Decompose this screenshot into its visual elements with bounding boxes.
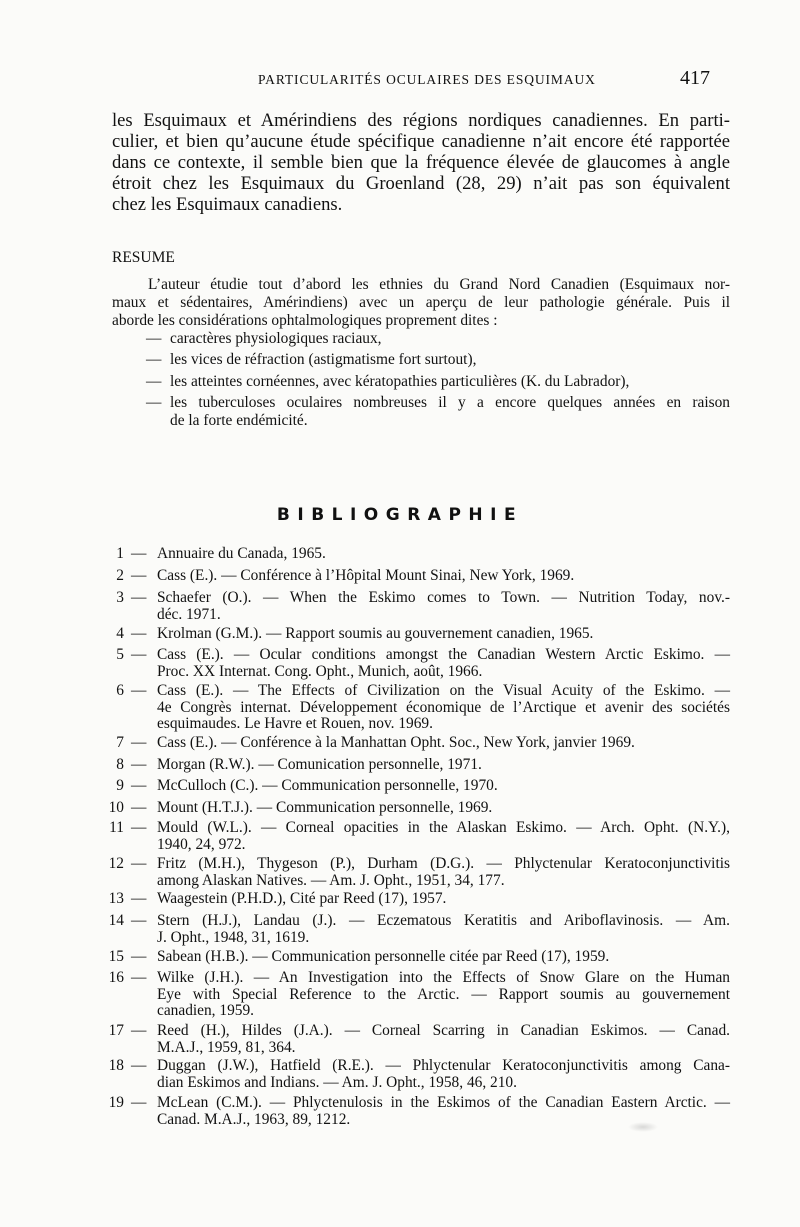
entry-text: déc. 1971.: [157, 605, 221, 623]
entry-number: 8: [116, 756, 124, 773]
paper-smudge: [628, 1122, 658, 1132]
paragraph-line: L’auteur étudie tout d’abord les ethnies du Grand Nord Canadien (Esquimaux nor-: [148, 276, 730, 293]
dash: —: [131, 545, 147, 562]
entry-text: Sabean (H.B.). — Communication personnelle citée par Reed (17), 1959.: [157, 948, 610, 965]
list-item-text: les tuberculoses oculaires nombreuses il y a encore quelques années en raison: [170, 394, 730, 411]
entry-text: Cass (E.). — Conférence à l’Hôpital Mount Sinai, New York, 1969.: [157, 567, 575, 584]
entry-number: 13: [108, 890, 124, 907]
entry-text: Wilke (J.H.). — An Investigation into the Effects of Snow Glare on the Human: [157, 969, 730, 986]
entry-number: 16: [108, 969, 124, 986]
entry-text: Eye with Special Reference to the Arctic. — Rapport soumis au gouvernement: [157, 985, 730, 1003]
intro-paragraph: [112, 110, 730, 215]
entry-text: Mould (W.L.). — Corneal opacities in the Alaskan Eskimo. — Arch. Opht. (N.Y.),: [157, 819, 730, 836]
entry-text: dian Eskimos and Indians. — Am. J. Opht., 1958, 46, 210.: [157, 1073, 517, 1091]
entry-number: 15: [108, 948, 124, 965]
entry-number: 9: [116, 777, 124, 794]
dash: —: [131, 819, 147, 836]
entry-text: canadien, 1959.: [157, 1002, 255, 1019]
entry-number: 14: [108, 912, 124, 929]
dash: —: [131, 756, 147, 773]
paragraph-line: étroit chez les Esquimaux du Groenland (28, 29) n’ait pas son équivalent: [112, 173, 730, 194]
entry-text: Fritz (M.H.), Thygeson (P.), Durham (D.G.). — Phlyctenular Keratoconjunctivitis: [157, 855, 730, 872]
paragraph-line: les Esquimaux et Amérindiens des régions nordiques canadiennes. En parti-: [112, 110, 730, 131]
entry-text: Annuaire du Canada, 1965.: [157, 545, 326, 562]
dash: —: [131, 799, 147, 816]
resume-paragraph: [112, 276, 730, 330]
running-title: PARTICULARITÉS OCULAIRES DES ESQUIMAUX: [258, 72, 596, 87]
entry-text: McCulloch (C.). — Communication personnelle, 1970.: [157, 777, 498, 794]
entry-number: 1: [116, 545, 124, 562]
list-item-text: les vices de réfraction (astigmatisme fort surtout),: [170, 351, 477, 368]
entry-text: Canad. M.A.J., 1963, 89, 1212.: [157, 1110, 351, 1128]
entry-text: M.A.J., 1959, 81, 364.: [157, 1038, 296, 1056]
paragraph-line: dans ce contexte, il semble bien que la fréquence élevée de glaucomes à angle: [112, 152, 730, 173]
dash: —: [131, 777, 147, 794]
entry-text: Proc. XX Internat. Cong. Opht., Munich, août, 1966.: [157, 662, 483, 680]
list-item-text: de la forte endémicité.: [170, 412, 308, 429]
entry-number: 17: [108, 1022, 124, 1039]
entry-number: 19: [108, 1094, 124, 1111]
entry-text: Waagestein (P.H.D.), Cité par Reed (17), 1957.: [157, 890, 447, 907]
list-item-text: caractères physiologiques raciaux,: [170, 330, 382, 347]
entry-text: Morgan (R.W.). — Comunication personnelle, 1971.: [157, 756, 482, 773]
entry-number: 5: [116, 646, 124, 663]
paragraph-line: chez les Esquimaux canadiens.: [112, 194, 343, 215]
entry-text: Krolman (G.M.). — Rapport soumis au gouvernement canadien, 1965.: [157, 625, 594, 642]
paragraph-line: culier, et bien qu’aucune étude spécifique canadienne n’ait encore été rapportée: [112, 131, 730, 152]
entry-text: Cass (E.). — The Effects of Civilization on the Visual Acuity of the Eskimo. —: [157, 682, 730, 699]
entry-number: 3: [116, 589, 124, 606]
dash: —: [131, 1057, 147, 1074]
dash: —: [131, 682, 147, 699]
dash: —: [131, 1022, 147, 1039]
entry-text: Stern (H.J.), Landau (J.). — Eczematous Keratitis and Ariboflavinosis. — Am.: [157, 912, 730, 929]
entry-number: 7: [116, 734, 124, 751]
entry-text: J. Opht., 1948, 31, 1619.: [157, 928, 310, 946]
page-header: [0, 67, 800, 94]
dash: —: [131, 734, 147, 751]
entry-text: 4e Congrès internat. Développement économique de l’Arctique et avenir des sociétés: [157, 698, 730, 716]
dash: —: [146, 373, 162, 390]
resume-heading: RESUME: [112, 249, 175, 266]
entry-text: among Alaskan Natives. — Am. J. Opht., 1951, 34, 177.: [157, 871, 505, 889]
dash: —: [131, 948, 147, 965]
list-item-text: les atteintes cornéennes, avec kératopathies particulières (K. du Labrador),: [170, 373, 630, 390]
entry-number: 11: [109, 819, 124, 836]
dash: —: [131, 567, 147, 584]
dash: —: [146, 330, 162, 347]
entry-text: McLean (C.M.). — Phlyctenulosis in the Eskimos of the Canadian Eastern Arctic. —: [157, 1094, 730, 1111]
dash: —: [146, 394, 162, 411]
dash: —: [146, 351, 162, 368]
bibliography-title: BIBLIOGRAPHIE: [276, 505, 524, 525]
page-number: 417: [680, 67, 710, 89]
entry-text: Cass (E.). — Conférence à la Manhattan Opht. Soc., New York, janvier 1969.: [157, 734, 635, 751]
entry-number: 2: [116, 567, 124, 584]
dash: —: [131, 969, 147, 986]
entry-text: esquimaudes. Le Havre et Rouen, nov. 1969.: [157, 715, 433, 732]
entry-text: Mount (H.T.J.). — Communication personnelle, 1969.: [157, 799, 493, 816]
entry-text: Reed (H.), Hildes (J.A.). — Corneal Scarring in Canadian Eskimos. — Canad.: [157, 1022, 730, 1039]
dash: —: [131, 589, 147, 606]
paragraph-line: aborde les considérations ophtalmologiques proprement dites :: [112, 312, 498, 329]
paragraph-line: maux et sédentaires, Amérindiens) avec un aperçu de leur pathologie générale. Puis il: [112, 294, 730, 311]
dash: —: [131, 1094, 147, 1111]
entry-text: Cass (E.). — Ocular conditions amongst the Canadian Western Arctic Eskimo. —: [157, 646, 730, 663]
dash: —: [131, 625, 147, 642]
dash: —: [131, 646, 147, 663]
dash: —: [131, 855, 147, 872]
entry-number: 10: [108, 799, 124, 816]
entry-text: 1940, 24, 972.: [157, 835, 246, 853]
entry-number: 6: [116, 682, 124, 699]
entry-number: 12: [108, 855, 124, 872]
entry-text: Schaefer (O.). — When the Eskimo comes to Town. — Nutrition Today, nov.-: [157, 589, 730, 606]
entry-number: 4: [116, 625, 124, 642]
dash: —: [131, 890, 147, 907]
entry-text: Duggan (J.W.), Hatfield (R.E.). — Phlyctenular Keratoconjunctivitis among Cana-: [157, 1057, 730, 1074]
dash: —: [131, 912, 147, 929]
entry-number: 18: [108, 1057, 124, 1074]
